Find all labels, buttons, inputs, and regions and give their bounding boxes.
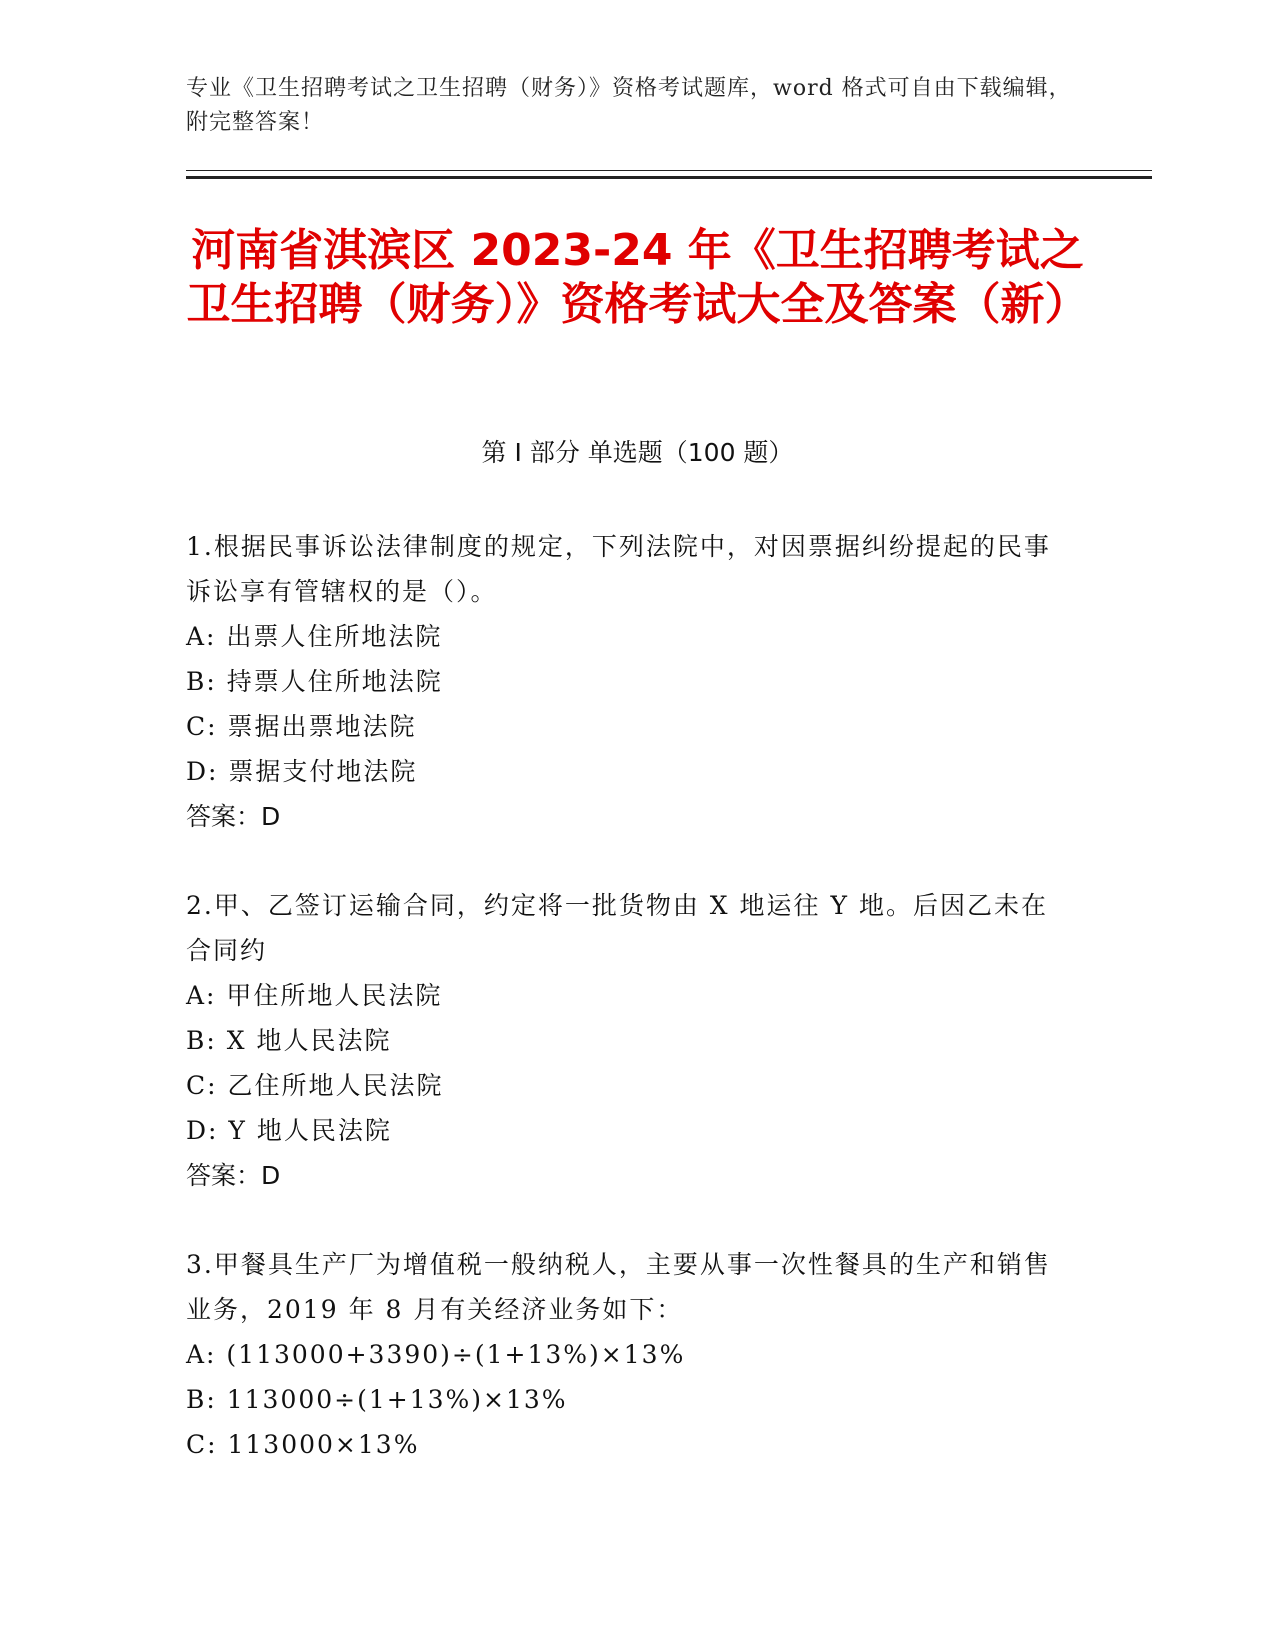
option-a: A: (113000+3390)÷(1+13%)×13%	[186, 1340, 686, 1369]
option-d: D: 票据支付地法院	[186, 757, 418, 786]
document-title: 河南省淇滨区 2023-24 年《卫生招聘考试之卫生招聘（财务）》资格考试大全及答案（新）	[186, 225, 1089, 330]
option-b: B: 113000÷(1+13%)×13%	[186, 1385, 568, 1414]
option-b: B: X 地人民法院	[186, 1026, 392, 1055]
header-divider-thin	[186, 170, 1152, 171]
question-stem: 3.甲餐具生产厂为增值税一般纳税人，主要从事一次性餐具的生产和销售业务，2019 年 8 月有关经济业务如下：	[186, 1250, 1051, 1324]
option-b: B: 持票人住所地法院	[186, 667, 443, 696]
question-list	[186, 524, 1066, 1511]
header-note: 专业《卫生招聘考试之卫生招聘（财务）》资格考试题库，word 格式可自由下载编辑，附完整答案！	[186, 76, 1072, 135]
section-title: 第 I 部分 单选题（100 题）	[481, 438, 794, 467]
answer: 答案：D	[186, 802, 281, 831]
option-d: D: Y 地人民法院	[186, 1116, 392, 1145]
header-divider-thick	[186, 176, 1152, 179]
option-a: A: 出票人住所地法院	[186, 622, 443, 651]
question-2	[186, 883, 1066, 1198]
option-c: C: 113000×13%	[186, 1430, 420, 1459]
option-c: C: 乙住所地人民法院	[186, 1071, 444, 1100]
option-a: A: 甲住所地人民法院	[186, 981, 443, 1010]
question-3	[186, 1242, 1066, 1467]
answer: 答案：D	[186, 1161, 281, 1190]
option-c: C: 票据出票地法院	[186, 712, 417, 741]
question-1	[186, 524, 1066, 839]
question-stem: 1.根据民事诉讼法律制度的规定，下列法院中，对因票据纠纷提起的民事诉讼享有管辖权的是（）。	[186, 532, 1051, 606]
question-stem: 2.甲、乙签订运输合同，约定将一批货物由 X 地运往 Y 地。后因乙未在合同约	[186, 891, 1048, 965]
